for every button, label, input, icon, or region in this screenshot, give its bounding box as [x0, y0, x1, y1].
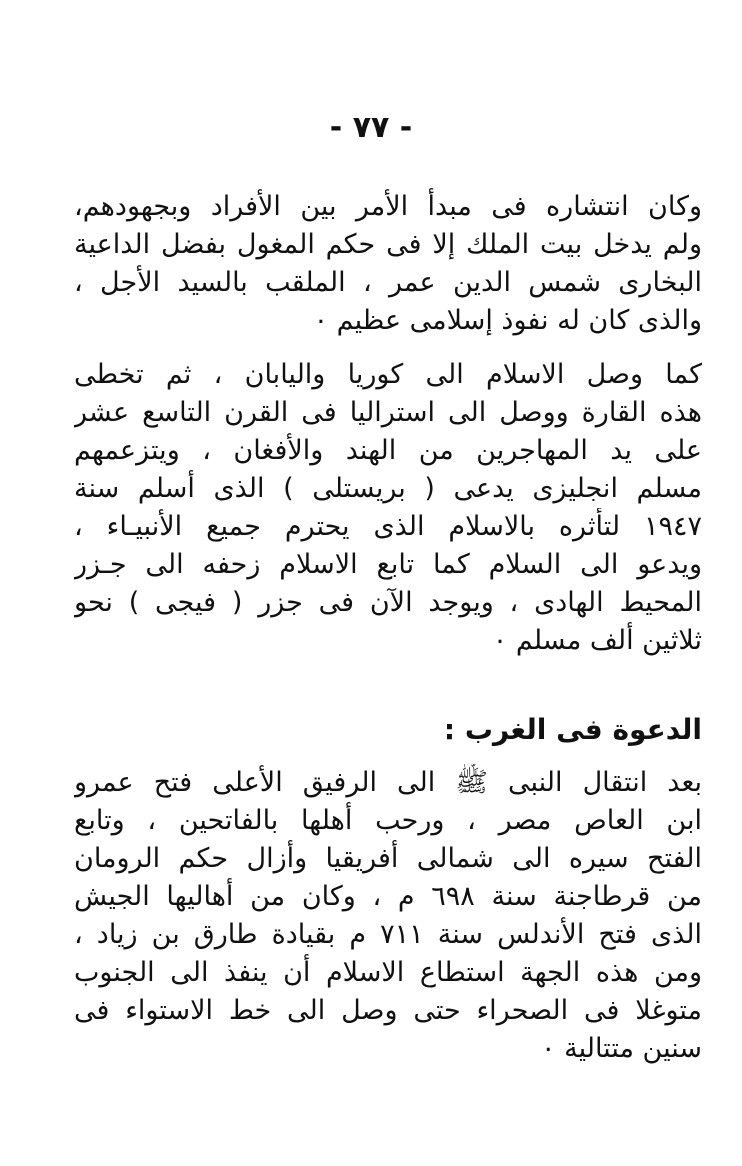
paragraph-line: الفتح سيره الى شمالى أفريقيا وأزال حكم الرومان [74, 843, 702, 874]
paragraph-line: وكان انتشاره فى مبدأ الأمر بين الأفراد وبجهودهم، [74, 191, 702, 222]
paragraph-2 [74, 356, 702, 660]
paragraph-line: على يد المهاجرين من الهند والأفغان ، ويتزعمهم [74, 435, 702, 466]
section-heading: الدعوة فى الغرب : [443, 713, 702, 746]
paragraph-line: من قرطاجنة سنة ٦٩٨ م ، وكان من أهاليها الجيش [74, 881, 702, 912]
paragraph-line: ويدعو الى السلام كما تابع الاسلام زحفه الى جـزر [74, 549, 702, 580]
paragraph-line: مسلم انجليزى يدعى ( بريستلى ) الذى أسلم سنة [74, 473, 702, 504]
paragraph-3 [74, 764, 702, 1068]
paragraph-line: سنين متتالية ٠ [541, 1033, 702, 1064]
paragraph-1 [74, 188, 702, 340]
paragraph-line: ولم يدخل بيت الملك إلا فى حكم المغول بفضل الداعية [74, 229, 702, 260]
paragraph-line: ١٩٤٧ لتأثره بالاسلام الذى يحترم جميع الأنبيـاء ، [74, 511, 702, 542]
paragraph-line: والذى كان له نفوذ إسلامى عظيم ٠ [313, 305, 702, 336]
paragraph-line: البخارى شمس الدين عمر ، الملقب بالسيد الأجل ، [74, 267, 702, 298]
paragraph-line: هذه القارة ووصل الى استراليا فى القرن التاسع عشر [74, 397, 702, 428]
paragraph-line: ومن هذه الجهة استطاع الاسلام أن ينفذ الى الجنوب [74, 957, 702, 988]
paragraph-line: المحيط الهادى ، ويوجد الآن فى جزر ( فيجى ) نحو [74, 587, 702, 618]
paragraph-line: متوغلا فى الصحراء حتى وصل الى خط الاستواء فى [74, 995, 702, 1026]
paragraph-line: ابن العاص مصر ، ورحب أهلها بالفاتحين ، وتابع [74, 805, 702, 836]
paragraph-line: بعد انتقال النبى ﷺ الى الرفيق الأعلى فتح عمرو [74, 767, 702, 798]
paragraph-line: ثلاثين ألف مسلم ٠ [492, 625, 702, 656]
page-number: - ٧٧ - [329, 110, 413, 145]
paragraph-line: الذى فتح الأندلس سنة ٧١١ م بقيادة طارق بن زياد ، [74, 919, 702, 950]
paragraph-line: كما وصل الاسلام الى كوريا واليابان ، ثم تخطى [74, 359, 702, 390]
